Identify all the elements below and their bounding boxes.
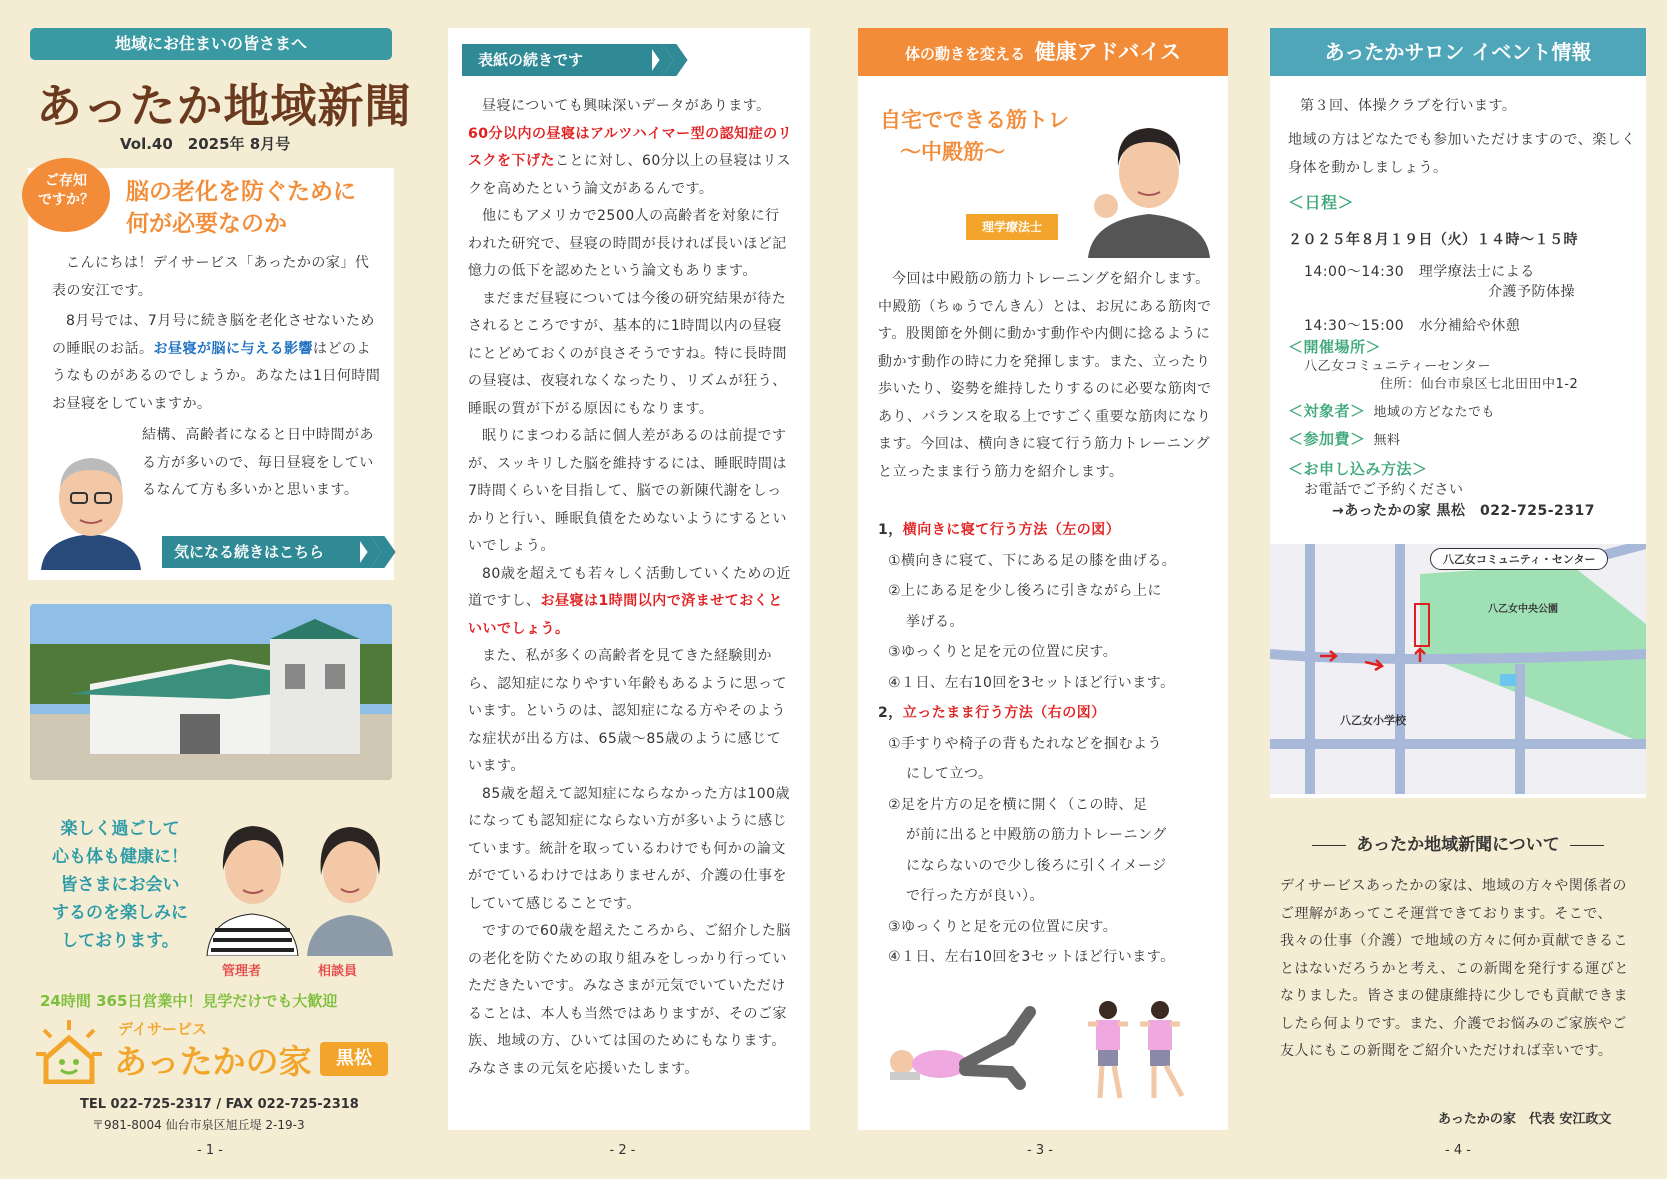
- target-value: 地域の方どなたでも: [1373, 405, 1496, 420]
- fee-value: 無料: [1373, 433, 1401, 448]
- event-intro: 第３回、体操クラブを行います。: [1300, 98, 1517, 114]
- therapist-avatar: [1082, 116, 1216, 258]
- step: で行った方が良い）。: [906, 888, 1044, 904]
- paragraph: ですので60歳を超えたころから、ご紹介した脳の老化を防ぐための取り組みをしっかり行っていただきたいです。みなさまが元気でいていただけることは、本人も当然ではありますが、そのご家族、地域の方、ひいては国のためにもなります。みなさまの元気を応援いたします。: [468, 923, 791, 1077]
- signature: あったかの家 代表 安江政文: [1438, 1112, 1612, 1127]
- page-3: [850, 0, 1230, 1179]
- manager-avatar: [205, 810, 300, 956]
- venue-name: 八乙女コミュニティーセンター: [1304, 359, 1491, 374]
- step: ③ゆっくりと足を元の位置に戻す。: [888, 644, 1118, 660]
- highlight-text: お昼寝は1時間以内で済ませておくといいでしょう。: [468, 593, 783, 637]
- counselor-avatar: [305, 815, 395, 956]
- exercise-title: [880, 104, 1069, 168]
- schedule-item: 介護予防体操: [1488, 284, 1575, 300]
- greeting-message: [40, 815, 200, 955]
- map-park-label: 八乙女中央公園: [1488, 604, 1558, 615]
- method-2-title: [878, 698, 1218, 729]
- method-1-title: [878, 515, 1218, 546]
- paragraph: 85歳を超えて認知症にならなかった方は100歳になっても認知症にならない方が多いように感じています。統計を取っているわけでも何かの論文がでているわけではありませんが、介護の仕事をしていて感じることです。: [468, 785, 791, 912]
- title-line: 〜中殿筋〜: [900, 140, 1005, 164]
- schedule-item: 14:00〜14:30 理学療法士による: [1304, 264, 1535, 280]
- fee-row: [1288, 428, 1638, 452]
- event-header: あったかサロン イベント情報: [1270, 28, 1646, 76]
- counselor-label: 相談員: [318, 964, 358, 979]
- message-line: するのを楽しみに: [52, 903, 188, 923]
- sun-house-icon: [34, 1018, 104, 1084]
- continued-header: [462, 44, 652, 76]
- intro-text: 8月号では、7月号に続き脳を老化させないための睡眠のお話。: [52, 313, 375, 357]
- step: ③ゆっくりと足を元の位置に戻す。: [888, 918, 1118, 935]
- apply-label: ＜お申し込み方法＞: [1288, 460, 1428, 478]
- logo-tag: 黒松: [320, 1042, 388, 1076]
- title-line: 自宅でできる筋トレ: [880, 108, 1069, 132]
- venue-map: [1270, 544, 1646, 794]
- step: ④１日、左右10回を3セットほど行います。: [888, 949, 1175, 965]
- intro-paragraph-1: こんにちは！デイサービス「あったかの家」代表の安江です。: [52, 255, 370, 299]
- event-invite: 地域の方はどなたでも参加いただけますので、楽しく身体を動かしましょう。: [1288, 132, 1636, 176]
- author-avatar: [36, 438, 146, 570]
- message-line: 皆さまにお会い: [60, 875, 180, 895]
- step: 挙げる。: [906, 613, 964, 630]
- step: にして立つ。: [906, 766, 993, 782]
- chevron-right-icon: [668, 44, 682, 76]
- venue-label: ＜開催場所＞: [1288, 338, 1382, 356]
- message-line: 心も体も健康に！: [52, 847, 188, 867]
- continue-label: 気になる続きはこちら: [174, 543, 325, 561]
- page-number: - 2 -: [609, 1143, 636, 1158]
- target-row: [1288, 400, 1638, 424]
- page-2: [440, 0, 805, 1179]
- step: ②上にある足を少し後ろに引きながら上に: [888, 583, 1163, 599]
- text: 80歳を超えても若々しく活動していくための近道ですし、: [468, 565, 791, 609]
- highlight-text: お昼寝が脳に与える影響: [153, 340, 313, 357]
- header-label: 表紙の続きです: [478, 51, 584, 69]
- event-details: [1288, 92, 1638, 522]
- therapist-role: 理学療法士: [966, 214, 1058, 240]
- standing-exercise-illustration: [1080, 1000, 1190, 1100]
- map-school-label: 八乙女小学校: [1340, 714, 1406, 727]
- chevron-right-icon: [376, 536, 390, 568]
- method-1: [878, 515, 1218, 973]
- paragraph: [468, 561, 794, 644]
- method-number: 1，: [878, 522, 903, 538]
- about-paragraph: デイサービスあったかの家は、地域の方々や関係者のご理解があってこそ運営できております。そこで、我々の仕事（介護）で地域の方々に何か貢献できることはないだろうかと考え、この新聞を発行する運びとなりました。皆さまの健康維持に少しでも貢献できましたら何よりです。また、介護でお悩みのご家族やご友人にもこの新聞をご紹介いただければ幸いです。: [1280, 878, 1629, 1059]
- intro-text: はどのようなものがあるのでしょうか。あなたは1日何時間お昼寝をしていますか。: [52, 340, 381, 412]
- map-callout: 八乙女コミュニティ・センター: [1430, 548, 1608, 570]
- header-big: 健康アドバイス: [1034, 40, 1181, 64]
- open-hours: 24時間 365日営業中！見学だけでも大歓迎: [40, 992, 338, 1010]
- newsletter-title: あったか地域新聞: [36, 79, 412, 133]
- step: ①横向きに寝て、下にある足の膝を曲げる。: [888, 552, 1177, 569]
- logo-name: あったかの家: [114, 1042, 312, 1081]
- continue-button[interactable]: [162, 536, 360, 568]
- intro-paragraph-2: [52, 308, 382, 418]
- facility-photo: [30, 604, 392, 780]
- about-title: あったか地域新聞について: [1356, 835, 1560, 855]
- logo-small-text: デイサービス: [118, 1020, 207, 1038]
- audience-banner: 地域にお住まいの皆さまへ: [30, 28, 392, 60]
- page-number: - 1 -: [197, 1143, 223, 1158]
- text: ことに対し、60分以上の昼寝はリスクを高めたという論文があるんです。: [468, 153, 792, 197]
- message-line: しております。: [61, 931, 179, 951]
- apply-phone: →あったかの家 黒松 022-725-2317: [1332, 503, 1595, 519]
- method-title: 立ったまま行う方法（右の図）: [902, 705, 1106, 721]
- method-title: 横向きに寝て行う方法（左の図）: [902, 522, 1121, 538]
- highlight-text: 60分以内の昼寝はアルツハイマー型の認知症のリスクを下げた: [468, 125, 793, 169]
- text: 昼寝についても興味深いデータがあります。: [482, 98, 771, 114]
- fee-label: ＜参加費＞: [1288, 430, 1366, 448]
- step: ②足を片方の足を横に開く（この時、足: [888, 796, 1148, 813]
- article-body: [468, 93, 794, 1083]
- exercise-intro: 今回は中殿筋の筋力トレーニングを紹介します。中殿筋（ちゅうでんきん）とは、お尻にある筋肉です。股関節を外側に動かす動作や内側に捻るように動かす動作の時に力を発揮します。また、立ったり歩いたり、姿勢を維持したりするのに必要な筋肉であり、バランスを取る上ですごく重要な筋肉になります。今回は、横向きに寝て行う筋力トレーニングと立ったまま行う筋力を紹介します。: [878, 271, 1212, 480]
- step: ④１日、左右10回を3セットほど行います。: [888, 674, 1175, 691]
- about-heading: [1270, 830, 1646, 855]
- step: ①手すりや椅子の背もたれなどを掴むよう: [888, 735, 1163, 752]
- page-4: [1258, 0, 1658, 1179]
- schedule-item: 14:30〜15:00 水分補給や休憩: [1304, 318, 1521, 334]
- did-you-know-bubble: ご存知 ですか？: [22, 158, 110, 232]
- headline: [126, 176, 356, 240]
- page-number: - 4 -: [1445, 1143, 1471, 1158]
- step: にならないので少し後ろに引くイメージ: [906, 857, 1167, 874]
- venue-address: 住所：仙台市泉区七北田田中1-2: [1380, 377, 1579, 392]
- page-number: - 3 -: [1027, 1143, 1053, 1158]
- header-small: 体の動きを変える: [905, 45, 1026, 63]
- health-advice-header: [858, 28, 1228, 76]
- paragraph: 他にもアメリカで2500人の高齢者を対象に行われた研究で、昼寝の時間が長ければ長いほど記憶力の低下を認めたという論文もあります。: [468, 208, 787, 279]
- message-line: 楽しく過ごして: [60, 819, 180, 839]
- side-lying-exercise-illustration: [880, 1000, 1050, 1090]
- schedule-date: ２０２５年８月１９日（火）１４時〜１５時: [1288, 232, 1578, 248]
- paragraph: 眠りにまつわる話に個人差があるのは前提ですが、スッキリした脳を維持するには、睡眠時間は7時間くらいを目指して、脳での新陳代謝をしっかりと行い、睡眠負債をためないようにするといいでしょう。: [468, 428, 787, 554]
- paragraph: また、私が多くの高齢者を見てきた経験則から、認知症になりやすい年齢もあるように思っています。というのは、認知症になる方やそのような症状が出る方は、65歳〜85歳のように感じています。: [468, 648, 787, 774]
- issue-label: Vol.40 2025年 8月号: [120, 135, 291, 153]
- logo: [34, 1018, 394, 1088]
- manager-label: 管理者: [222, 964, 262, 979]
- headline-line-2: 何が必要なのか: [126, 211, 287, 237]
- schedule-label: ＜日程＞: [1288, 193, 1355, 212]
- contact-address: 〒981-8004 仙台市泉区旭丘堤 2-19-3: [92, 1118, 305, 1132]
- intro-paragraph-3: 結構、高齢者になると日中時間がある方が多いので、毎日昼寝をしているなんて方も多いかと思います。: [142, 427, 374, 498]
- headline-line-1: 脳の老化を防ぐために: [126, 179, 356, 205]
- step: が前に出ると中殿筋の筋力トレーニング: [906, 827, 1167, 843]
- paragraph: まだまだ昼寝については今後の研究結果が待たされるところですが、基本的に1時間以内の昼寝にとどめておくのが良さそうですね。特に長時間の昼寝は、夜寝れなくなったり、リズムが狂う、睡眠の質が下がる原因にもなります。: [468, 290, 787, 417]
- target-label: ＜対象者＞: [1288, 402, 1366, 420]
- page-1: [0, 0, 420, 1179]
- contact-phone: TEL 022-725-2317 / FAX 022-725-2318: [80, 1097, 359, 1112]
- paragraph: [468, 93, 794, 203]
- method-number: 2，: [878, 705, 903, 721]
- apply-instruction: お電話でご予約ください: [1304, 482, 1464, 498]
